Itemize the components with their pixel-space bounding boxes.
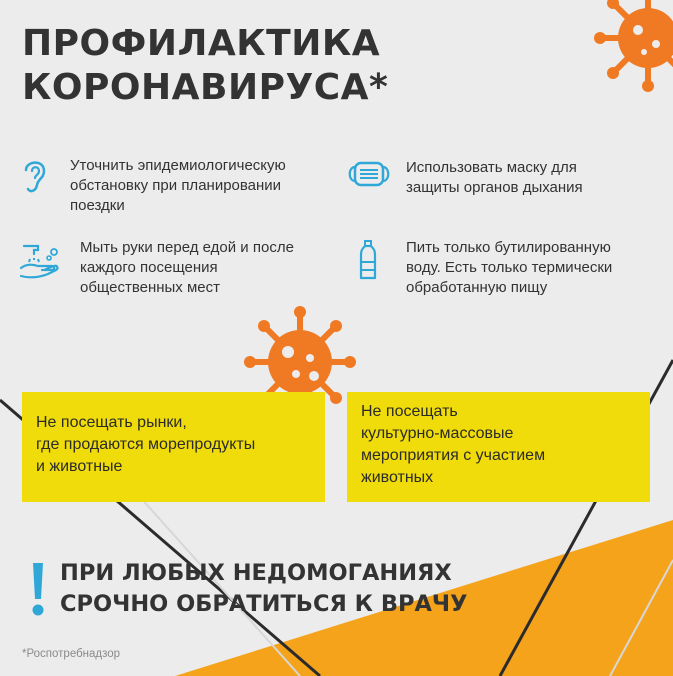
virus-icon [594,0,673,92]
title-line: ПРОФИЛАКТИКА [22,23,381,64]
warning-text-line: Не посещать [361,403,458,420]
title-line: КОРОНАВИРУСА* [22,67,389,108]
callout-line: ПРИ ЛЮБЫХ НЕДОМОГАНИЯХ [60,560,452,586]
tip-text-line: поездки [70,197,125,214]
warning-box-markets [22,392,325,502]
warning-text-line: и животные [36,458,123,475]
tip-text-line: защиты органов дыхания [406,179,583,196]
tip-handwash [18,238,338,298]
tip-text-line: обработанную пищу [406,279,548,296]
tip-travel [22,156,342,216]
warning-text-line: где продаются морепродукты [36,436,256,453]
tip-mask [346,158,666,198]
hand-washing-icon [18,238,62,282]
tip-text-line: обстановку при планировании [70,177,282,194]
page-title [22,22,388,110]
ear-icon [22,156,48,196]
water-bottle-icon [358,238,378,282]
exclamation-icon [28,561,48,617]
warning-text-line: культурно-массовые [361,425,514,442]
tip-text-line: общественных мест [80,279,221,296]
tip-text-line: Использовать маску для [406,159,577,176]
mask-icon [346,158,392,190]
warning-text-line: мероприятия с участием [361,447,546,464]
callout-line: СРОЧНО ОБРАТИТЬСЯ К ВРАЧУ [60,591,468,617]
source-note: *Роспотребнадзор [22,648,121,660]
tip-text-line: каждого посещения [80,259,218,276]
tip-text-line: Уточнить эпидемиологическую [70,157,286,174]
tip-text-line: Мыть руки перед едой и после [80,239,294,256]
doctor-callout [60,558,467,620]
warning-text-line: Не посещать рынки, [36,414,187,431]
tip-text-line: Пить только бутилированную [406,239,611,256]
virus-icon [244,306,356,404]
warning-box-events [347,392,650,502]
warning-text-line: животных [361,469,434,486]
tip-text-line: воду. Есть только термически [406,259,613,276]
tip-water [358,238,668,298]
